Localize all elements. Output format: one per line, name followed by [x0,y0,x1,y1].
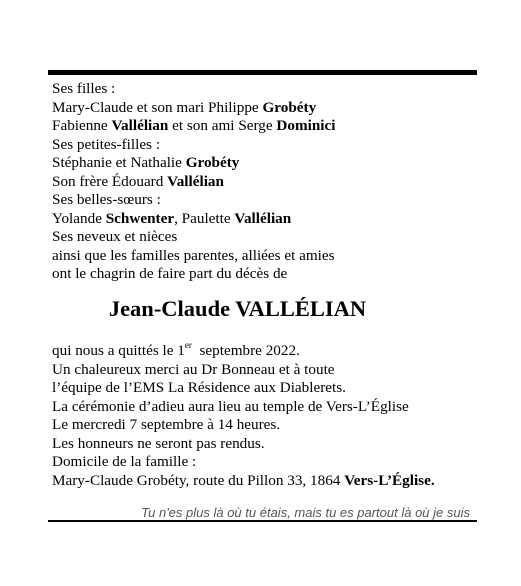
body-lines [52,361,482,491]
line-text: Son frère Édouard [52,172,168,190]
family-list [52,80,482,284]
line-text: Stéphanie et Nathalie [52,154,186,171]
line-text: Yolande [52,209,106,227]
family-name: Vallélian [234,209,292,227]
family-line [52,154,482,173]
family-line [52,191,482,210]
line-text: ont le chagrin de faire part du décès de [52,265,288,282]
body-line [52,435,482,454]
body-line [52,453,482,472]
line-text: Ses neveux et nièces [52,228,178,245]
bottom-rule [48,520,477,522]
date-line-superscript: er [184,340,192,350]
line-text: Un chaleureux merci au Dr Bonneau et à toute [52,360,335,378]
line-text: , Paulette [174,209,235,227]
family-name: Grobéty [185,154,240,171]
deceased-name: Jean-Claude VALLÉLIAN [108,296,367,321]
family-name: Grobéty [262,98,317,116]
line-text: ainsi que les familles parentes, alliées et amies [52,246,335,264]
line-text: Ses petites-filles : [52,135,160,153]
line-text: l’équipe de l’EMS La Résidence aux Diablerets. [52,379,346,396]
body-line [52,416,482,435]
notice-body [52,342,482,490]
line-text: Les honneurs ne seront pas rendus. [52,434,265,452]
family-name: Vallélian [111,117,169,134]
family-name: Vers-L’Église. [344,471,435,489]
family-name: Dominici [276,117,336,134]
date-line-before: qui nous a quittés le 1 [52,342,185,359]
family-line [52,265,482,284]
date-line [52,342,482,361]
top-rule [48,70,477,75]
family-line [52,228,482,247]
family-line [52,210,482,229]
body-line [52,472,482,491]
line-text: Mary-Claude et son mari Philippe [52,98,263,116]
family-line [52,117,482,136]
family-line [52,247,482,266]
line-text: Ses belles-sœurs : [52,191,161,208]
family-name: Vallélian [167,172,224,190]
body-line [52,361,482,380]
body-line [52,398,482,417]
line-text: La cérémonie d’adieu aura lieu au temple de Vers-L’Église [52,397,409,415]
motto: Tu n'es plus là où tu étais, mais tu es partout là où je suis [141,505,470,520]
line-text: Ses filles : [52,80,116,97]
family-name: Schwenter [105,209,175,227]
family-line [52,136,482,155]
line-text: Mary-Claude Grobéty, route du Pillon 33, 1864 [52,471,345,489]
family-line [52,173,482,192]
line-text: et son ami Serge [168,117,277,134]
date-line-after: septembre 2022. [191,342,300,359]
family-line [52,80,482,99]
line-text: Fabienne [52,117,112,134]
line-text: Domicile de la famille : [52,453,197,470]
line-text: Le mercredi 7 septembre à 14 heures. [52,416,281,433]
body-line [52,379,482,398]
family-line [52,99,482,118]
